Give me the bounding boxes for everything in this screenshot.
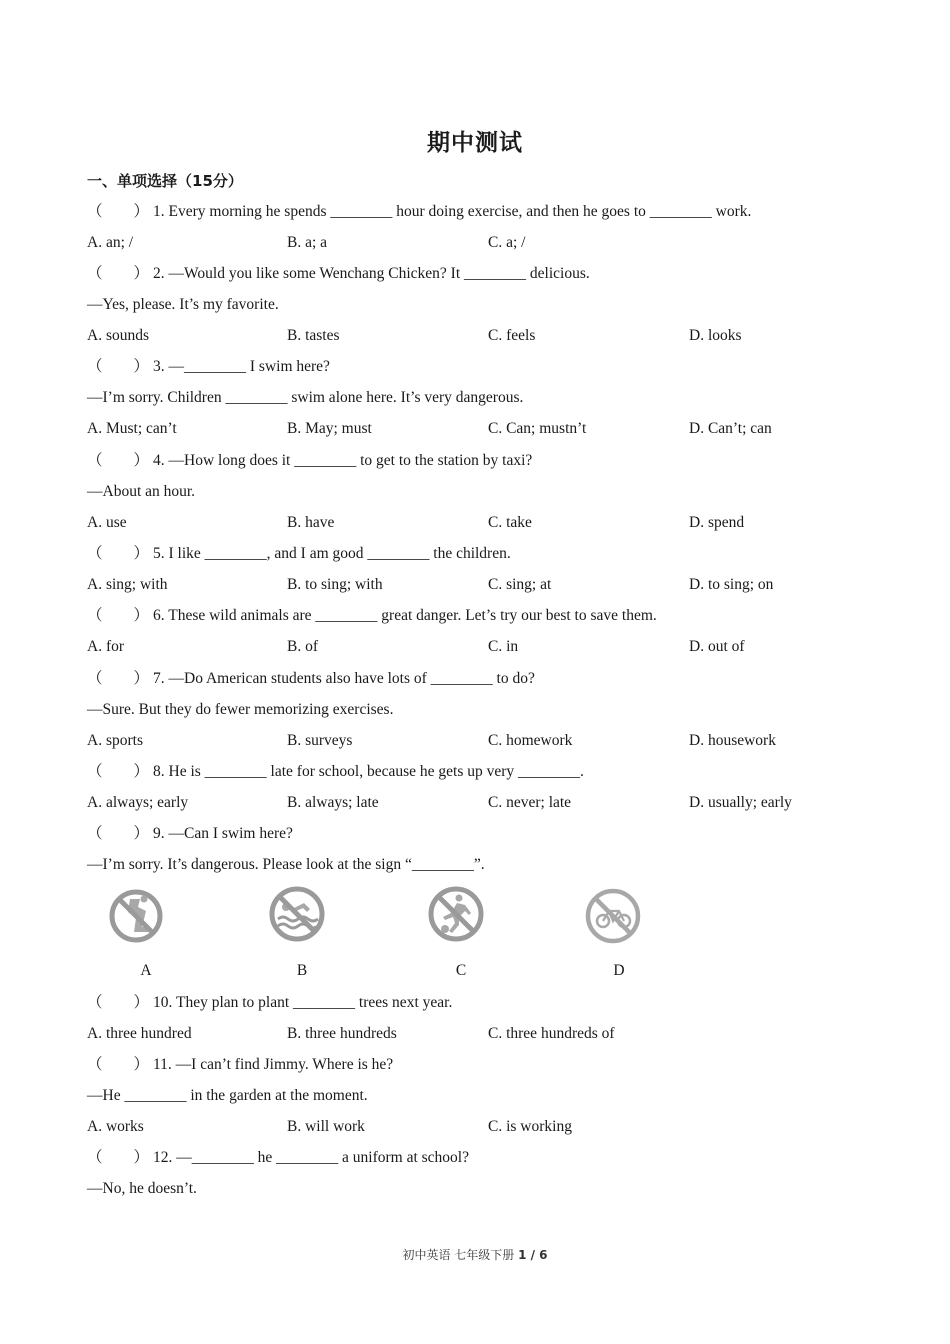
option-a: A. sounds — [87, 327, 150, 344]
question-text: 10. They plan to plant ________ trees next year. — [153, 994, 453, 1011]
answer-blank[interactable]: （ ） — [87, 994, 150, 1011]
question-6 — [87, 606, 657, 626]
question-text: 9. —Can I swim here? — [153, 825, 293, 842]
question-dialog: —About an hour. — [87, 483, 196, 500]
option-b: B. a; a — [287, 234, 328, 251]
option-c: C. take — [488, 514, 532, 531]
option-d: D. to sing; on — [689, 576, 774, 593]
page-number: 1 / 6 — [518, 1248, 548, 1262]
question-text: 1. Every morning he spends ________ hour doing exercise, and then he goes to ________ work. — [153, 203, 752, 220]
option-a: A. works — [87, 1118, 144, 1135]
answer-blank[interactable]: （ ） — [87, 670, 150, 687]
question-text: 12. —________ he ________ a uniform at school? — [153, 1149, 469, 1166]
option-a: A. use — [87, 514, 127, 531]
answer-blank[interactable]: （ ） — [87, 265, 150, 282]
option-b: B. tastes — [287, 327, 340, 344]
question-1 — [87, 202, 751, 222]
option-c: C. homework — [488, 732, 573, 749]
option-b: B. three hundreds — [287, 1025, 397, 1042]
answer-blank[interactable]: （ ） — [87, 545, 150, 562]
option-a: A. sing; with — [87, 576, 168, 593]
option-d: D. Can’t; can — [689, 420, 772, 437]
option-b: B. have — [287, 514, 335, 531]
sign-images — [87, 885, 687, 985]
option-c: C. never; late — [488, 794, 572, 811]
option-d: D. spend — [689, 514, 745, 531]
option-d: D. looks — [689, 327, 742, 344]
option-b: B. to sing; with — [287, 576, 383, 593]
question-5 — [87, 544, 511, 564]
question-text: 4. —How long does it ________ to get to the station by taxi? — [153, 452, 533, 469]
option-d: D. housework — [689, 732, 776, 749]
option-c: C. in — [488, 638, 519, 655]
option-a: A. Must; can’t — [87, 420, 177, 437]
option-c: C. three hundreds of — [488, 1025, 615, 1042]
option-a: A. for — [87, 638, 125, 655]
answer-blank[interactable]: （ ） — [87, 452, 150, 469]
option-c: C. is working — [488, 1118, 572, 1135]
question-10 — [87, 993, 452, 1013]
question-dialog: —Yes, please. It’s my favorite. — [87, 296, 279, 313]
answer-blank[interactable]: （ ） — [87, 825, 150, 842]
question-text: 11. —I can’t find Jimmy. Where is he? — [153, 1056, 394, 1073]
question-8 — [87, 762, 584, 782]
sign-label-d: D — [613, 962, 625, 979]
option-a: A. sports — [87, 732, 143, 749]
question-text: 2. —Would you like some Wenchang Chicken? It ________ delicious. — [153, 265, 590, 282]
question-text: 7. —Do American students also have lots of ________ to do? — [153, 670, 535, 687]
footer-text: 初中英语 七年级下册 — [402, 1248, 519, 1262]
no-diving-sign-icon — [108, 885, 164, 945]
question-12 — [87, 1148, 469, 1168]
question-7 — [87, 669, 535, 689]
question-2 — [87, 264, 590, 284]
no-bicycles-sign-icon — [584, 885, 642, 947]
page-footer — [0, 1246, 950, 1263]
option-d: D. usually; early — [689, 794, 792, 811]
question-3 — [87, 357, 330, 377]
question-dialog: —I’m sorry. It’s dangerous. Please look at the sign “________”. — [87, 856, 485, 873]
option-b: B. of — [287, 638, 318, 655]
option-a: A. an; / — [87, 234, 134, 251]
question-text: 6. These wild animals are ________ great danger. Let’s try our best to save them. — [153, 607, 657, 624]
no-swimming-sign-icon — [268, 885, 326, 945]
question-text: 3. —________ I swim here? — [153, 358, 330, 375]
section-heading: 一、单项选择（15分） — [87, 172, 243, 190]
sign-label-b: B — [296, 962, 308, 979]
option-b: B. surveys — [287, 732, 353, 749]
answer-blank[interactable]: （ ） — [87, 763, 150, 780]
question-4 — [87, 451, 532, 471]
no-ball-games-sign-icon — [427, 885, 485, 945]
option-b: B. will work — [287, 1118, 365, 1135]
option-a: A. always; early — [87, 794, 189, 811]
answer-blank[interactable]: （ ） — [87, 203, 150, 220]
option-c: C. sing; at — [488, 576, 552, 593]
page-title: 期中测试 — [427, 130, 523, 156]
question-dialog: —No, he doesn’t. — [87, 1180, 197, 1197]
sign-label-c: C — [455, 962, 467, 979]
answer-blank[interactable]: （ ） — [87, 1149, 150, 1166]
question-dialog: —He ________ in the garden at the moment. — [87, 1087, 368, 1104]
answer-blank[interactable]: （ ） — [87, 607, 150, 624]
option-d: D. out of — [689, 638, 745, 655]
answer-blank[interactable]: （ ） — [87, 358, 150, 375]
option-c: C. feels — [488, 327, 536, 344]
answer-blank[interactable]: （ ） — [87, 1056, 150, 1073]
question-9 — [87, 824, 293, 844]
option-b: B. May; must — [287, 420, 372, 437]
option-b: B. always; late — [287, 794, 379, 811]
question-11 — [87, 1055, 393, 1075]
question-text: 5. I like ________, and I am good ________ the children. — [153, 545, 511, 562]
question-dialog: —I’m sorry. Children ________ swim alone here. It’s very dangerous. — [87, 389, 524, 406]
option-c: C. a; / — [488, 234, 526, 251]
sign-label-a: A — [140, 962, 152, 979]
question-text: 8. He is ________ late for school, because he gets up very ________. — [153, 763, 584, 780]
option-c: C. Can; mustn’t — [488, 420, 587, 437]
question-dialog: —Sure. But they do fewer memorizing exercises. — [87, 701, 394, 718]
option-a: A. three hundred — [87, 1025, 192, 1042]
